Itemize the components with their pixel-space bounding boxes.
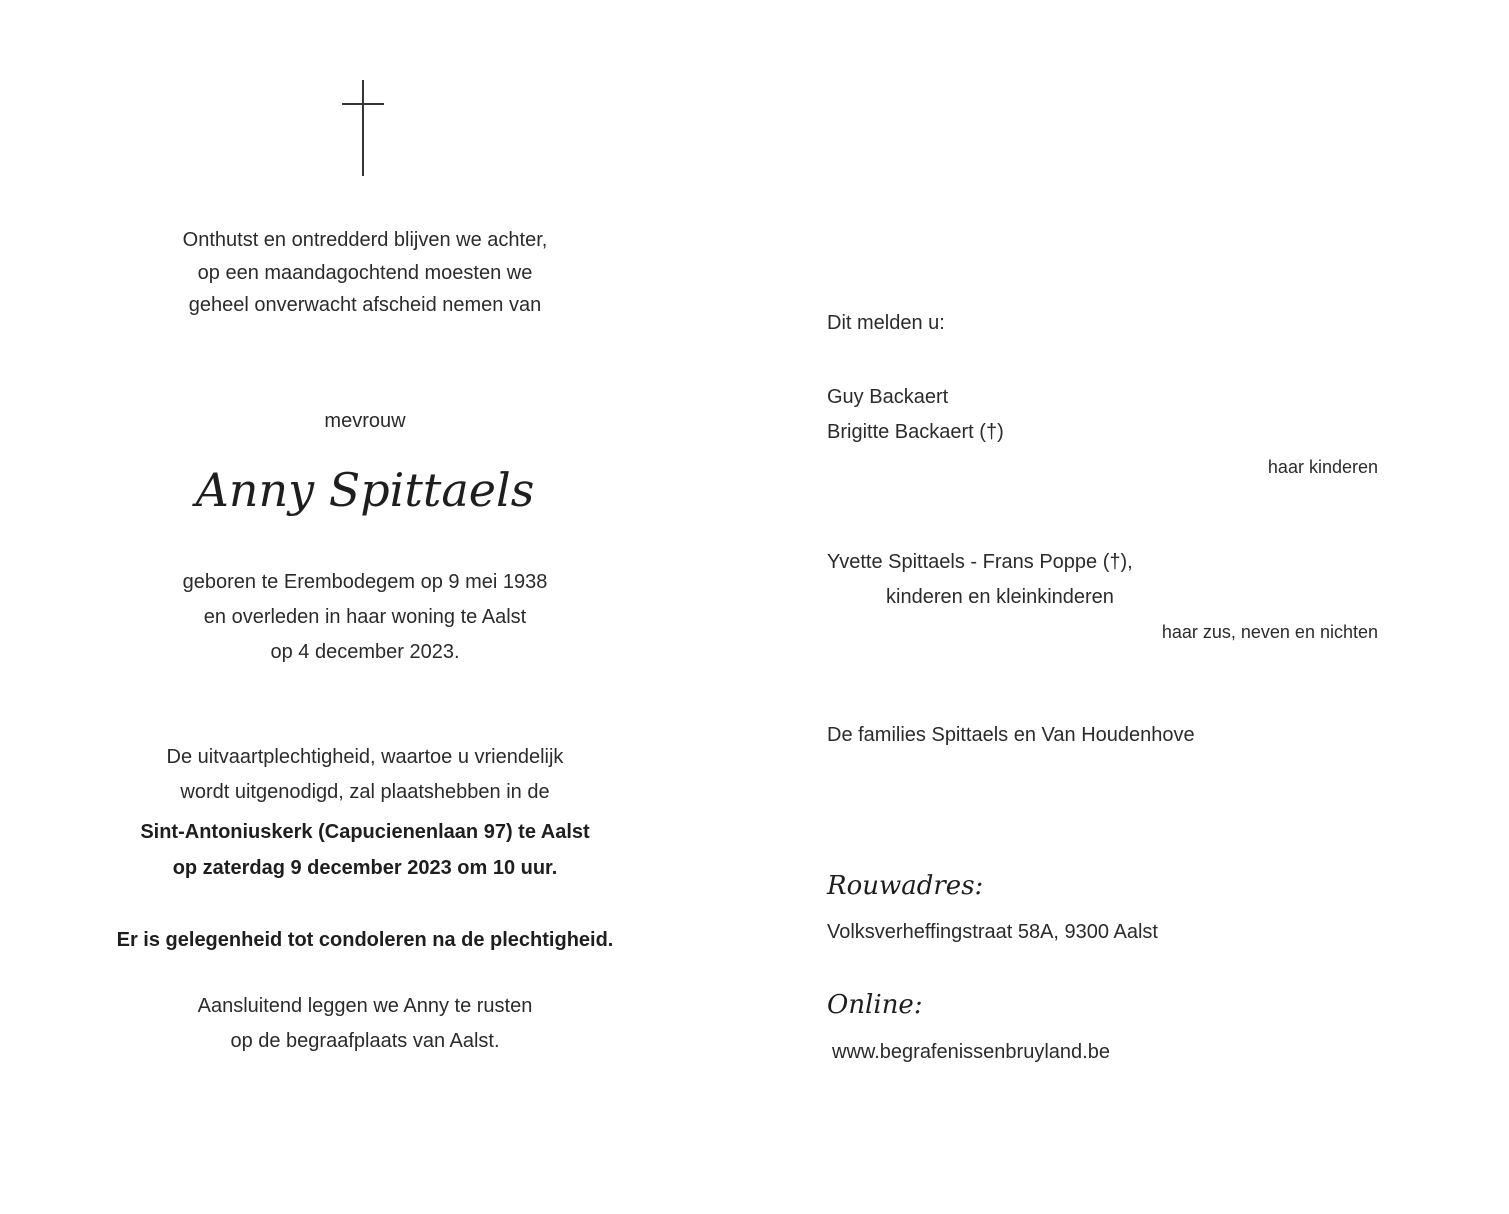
address-text: Volksverheffingstraat 58A, 9300 Aalst xyxy=(827,921,1158,943)
burial-line-2: op de begraafplaats van Aalst. xyxy=(230,1030,500,1052)
sister-sub-line: kinderen en kleinkinderen xyxy=(886,586,1114,608)
ceremony-datetime: op zaterdag 9 december 2023 om 10 uur. xyxy=(172,857,558,879)
children-role: haar kinderen xyxy=(1267,457,1378,477)
website-link[interactable]: www.begrafenissenbruyland.be xyxy=(832,1041,1110,1063)
ceremony-location: Sint-Antoniuskerk (Capucienenlaan 97) te Aalst xyxy=(140,821,590,843)
salutation: mevrouw xyxy=(324,410,406,432)
online-heading: Online: xyxy=(827,990,923,1020)
deceased-name: Anny Spittaels xyxy=(195,463,535,517)
intro-line-3: geheel onverwacht afscheid nemen van xyxy=(188,294,542,316)
ceremony-line-2: wordt uitgenodigd, zal plaatshebben in de xyxy=(180,781,550,803)
sister-line: Yvette Spittaels - Frans Poppe (†), xyxy=(827,551,1133,573)
intro-line-1: Onthutst en ontredderd blijven we achter, xyxy=(182,229,548,251)
birth-line: geboren te Erembodegem op 9 mei 1938 xyxy=(182,571,548,593)
ceremony-line-1: De uitvaartplechtigheid, waartoe u vriendelijk xyxy=(166,746,564,768)
address-heading: Rouwadres: xyxy=(827,871,984,901)
child-2: Brigitte Backaert (†) xyxy=(827,421,1004,443)
death-line: en overleden in haar woning te Aalst xyxy=(203,606,527,628)
intro-line-2: op een maandagochtend moesten we xyxy=(197,262,533,284)
burial-line-1: Aansluitend leggen we Anny te rusten xyxy=(197,995,533,1017)
death-date-line: op 4 december 2023. xyxy=(270,641,460,663)
sister-role: haar zus, neven en nichten xyxy=(1161,622,1378,642)
condolence-note: Er is gelegenheid tot condoleren na de plechtigheid. xyxy=(116,929,614,951)
families-line: De families Spittaels en Van Houdenhove xyxy=(827,724,1195,746)
announce-text: Dit melden u: xyxy=(827,312,945,334)
child-1: Guy Backaert xyxy=(827,386,949,408)
